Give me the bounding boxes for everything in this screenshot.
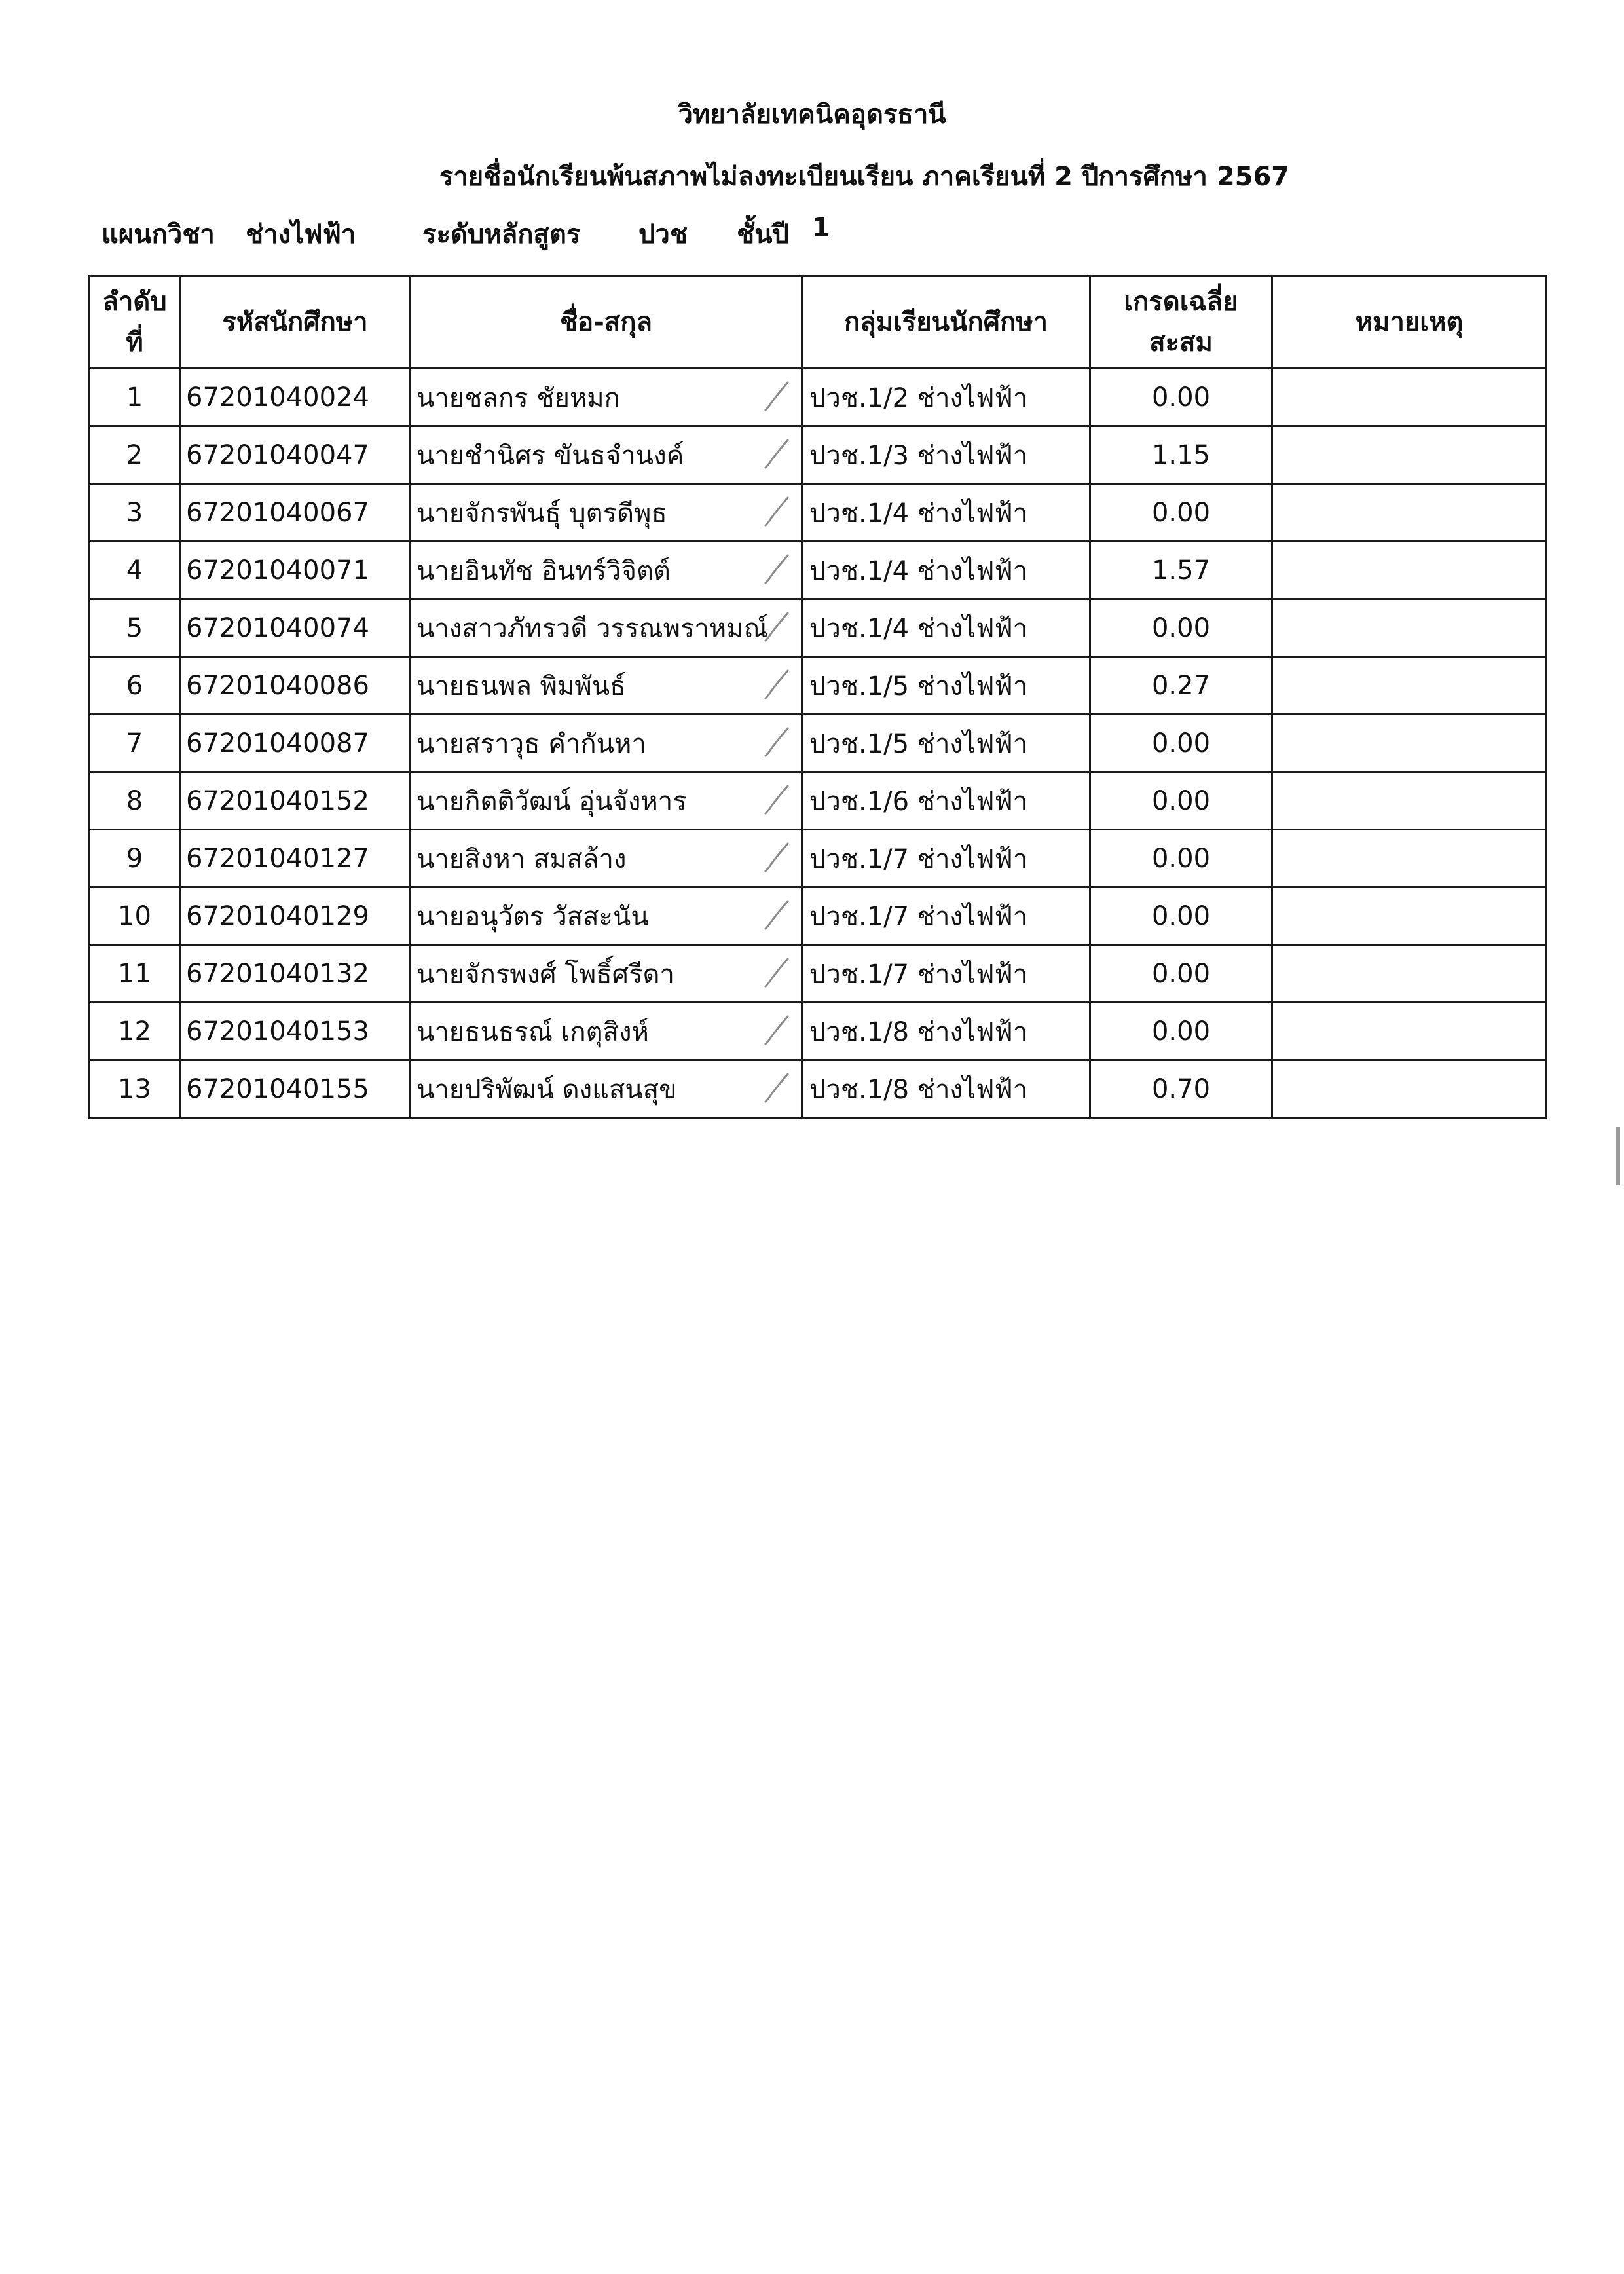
check-mark-icon — [760, 954, 792, 993]
student-name-text: นายชำนิศร ขันธจำนงค์ — [416, 440, 684, 471]
cell-group: ปวช.1/5 ช่างไฟฟ้า — [802, 657, 1090, 715]
student-name-text: นายอินทัช อินทร์วิจิตต์ — [416, 555, 671, 586]
cell-name — [411, 426, 802, 484]
student-name-text: นายสิงหา สมสล้าง — [416, 844, 627, 874]
table-row — [90, 715, 1547, 772]
check-mark-icon — [760, 550, 792, 589]
cell-student-id: 67201040132 — [180, 945, 411, 1003]
cell-student-id: 67201040074 — [180, 599, 411, 657]
cell-no: 12 — [90, 1003, 180, 1060]
header-no — [90, 276, 180, 369]
cell-no: 3 — [90, 484, 180, 542]
table-row — [90, 830, 1547, 887]
table-row — [90, 887, 1547, 945]
table-row — [90, 1003, 1547, 1060]
cell-name — [411, 542, 802, 599]
level-value: ปวช — [638, 219, 688, 250]
cell-group: ปวช.1/7 ช่างไฟฟ้า — [802, 887, 1090, 945]
student-name-text: นายกิตติวัฒน์ อุ่นจังหาร — [416, 786, 687, 817]
cell-remark — [1272, 945, 1547, 1003]
header-no-line2: ที่ — [126, 327, 143, 358]
cell-name — [411, 369, 802, 426]
cell-remark — [1272, 369, 1547, 426]
cell-student-id: 67201040129 — [180, 887, 411, 945]
header-student-id: รหัสนักศึกษา — [180, 276, 411, 369]
cell-name — [411, 657, 802, 715]
cell-gpa: 1.57 — [1090, 542, 1272, 599]
document-title: วิทยาลัยเทคนิคอุดรธานี — [678, 100, 946, 130]
table-row — [90, 542, 1547, 599]
cell-group: ปวช.1/2 ช่างไฟฟ้า — [802, 369, 1090, 426]
cell-remark — [1272, 830, 1547, 887]
header-group: กลุ่มเรียนนักศึกษา — [802, 276, 1090, 369]
check-mark-icon — [760, 435, 792, 474]
cell-gpa: 0.00 — [1090, 945, 1272, 1003]
cell-remark — [1272, 426, 1547, 484]
check-mark-icon — [760, 896, 792, 935]
table-row — [90, 772, 1547, 830]
check-mark-icon — [760, 1011, 792, 1051]
check-mark-icon — [760, 723, 792, 762]
cell-remark — [1272, 657, 1547, 715]
cell-gpa: 0.27 — [1090, 657, 1272, 715]
cell-no: 10 — [90, 887, 180, 945]
table-row — [90, 484, 1547, 542]
cell-group: ปวช.1/4 ช่างไฟฟ้า — [802, 484, 1090, 542]
check-mark-icon — [760, 665, 792, 705]
cell-group: ปวช.1/5 ช่างไฟฟ้า — [802, 715, 1090, 772]
check-mark-icon — [760, 377, 792, 417]
cell-gpa: 1.15 — [1090, 426, 1272, 484]
table-row — [90, 599, 1547, 657]
cell-name — [411, 945, 802, 1003]
check-mark-icon — [760, 838, 792, 878]
header-name: ชื่อ-สกุล — [411, 276, 802, 369]
cell-gpa: 0.00 — [1090, 484, 1272, 542]
cell-group: ปวช.1/8 ช่างไฟฟ้า — [802, 1003, 1090, 1060]
cell-group: ปวช.1/8 ช่างไฟฟ้า — [802, 1060, 1090, 1118]
cell-name — [411, 830, 802, 887]
cell-name — [411, 484, 802, 542]
student-name-text: นายชลกร ชัยหมก — [416, 382, 620, 413]
check-mark-icon — [760, 1069, 792, 1108]
cell-no: 4 — [90, 542, 180, 599]
cell-group: ปวช.1/7 ช่างไฟฟ้า — [802, 945, 1090, 1003]
student-name-text: นายสราวุธ คำกันหา — [416, 728, 646, 759]
cell-group: ปวช.1/4 ช่างไฟฟ้า — [802, 599, 1090, 657]
year-label: ชั้นปี — [737, 219, 789, 250]
cell-gpa: 0.00 — [1090, 1003, 1272, 1060]
cell-no: 7 — [90, 715, 180, 772]
scan-mark — [1616, 1146, 1620, 1185]
cell-gpa: 0.00 — [1090, 772, 1272, 830]
cell-student-id: 67201040155 — [180, 1060, 411, 1118]
level-label: ระดับหลักสูตร — [422, 219, 581, 250]
header-gpa-line1: เกรดเฉลี่ย — [1124, 287, 1238, 317]
cell-student-id: 67201040047 — [180, 426, 411, 484]
header-no-line1: ลำดับ — [102, 287, 167, 317]
cell-student-id: 67201040024 — [180, 369, 411, 426]
table-row — [90, 369, 1547, 426]
check-mark-icon — [760, 781, 792, 820]
cell-name — [411, 887, 802, 945]
cell-gpa: 0.00 — [1090, 369, 1272, 426]
header-remark: หมายเหตุ — [1272, 276, 1547, 369]
cell-name — [411, 1060, 802, 1118]
table-header-row — [90, 276, 1547, 369]
cell-remark — [1272, 772, 1547, 830]
table-row — [90, 426, 1547, 484]
cell-student-id: 67201040071 — [180, 542, 411, 599]
cell-remark — [1272, 599, 1547, 657]
cell-group: ปวช.1/6 ช่างไฟฟ้า — [802, 772, 1090, 830]
document-subtitle: รายชื่อนักเรียนพ้นสภาพไม่ลงทะเบียนเรียน ภาคเรียนที่ 2 ปีการศึกษา 2567 — [439, 162, 1290, 192]
cell-student-id: 67201040153 — [180, 1003, 411, 1060]
cell-student-id: 67201040086 — [180, 657, 411, 715]
cell-no: 13 — [90, 1060, 180, 1118]
cell-group: ปวช.1/3 ช่างไฟฟ้า — [802, 426, 1090, 484]
cell-gpa: 0.00 — [1090, 599, 1272, 657]
cell-student-id: 67201040152 — [180, 772, 411, 830]
cell-gpa: 0.00 — [1090, 715, 1272, 772]
student-name-text: นายธนธรณ์ เกตุสิงห์ — [416, 1016, 649, 1047]
check-mark-icon — [760, 608, 792, 647]
cell-remark — [1272, 542, 1547, 599]
cell-name — [411, 715, 802, 772]
cell-no: 5 — [90, 599, 180, 657]
student-name-text: นายจักรพันธุ์ บุตรดีพุธ — [416, 498, 667, 529]
cell-no: 9 — [90, 830, 180, 887]
department-label: แผนกวิชา — [101, 219, 215, 250]
cell-no: 8 — [90, 772, 180, 830]
cell-remark — [1272, 484, 1547, 542]
cell-no: 6 — [90, 657, 180, 715]
header-gpa — [1090, 276, 1272, 369]
cell-name — [411, 1003, 802, 1060]
check-mark-icon — [760, 493, 792, 532]
cell-no: 11 — [90, 945, 180, 1003]
cell-remark — [1272, 1003, 1547, 1060]
cell-no: 2 — [90, 426, 180, 484]
cell-gpa: 0.00 — [1090, 887, 1272, 945]
cell-group: ปวช.1/7 ช่างไฟฟ้า — [802, 830, 1090, 887]
cell-name — [411, 599, 802, 657]
student-table — [88, 275, 1547, 1119]
cell-student-id: 67201040087 — [180, 715, 411, 772]
table-row — [90, 1060, 1547, 1118]
cell-remark — [1272, 887, 1547, 945]
cell-no: 1 — [90, 369, 180, 426]
table-row — [90, 657, 1547, 715]
cell-group: ปวช.1/4 ช่างไฟฟ้า — [802, 542, 1090, 599]
cell-gpa: 0.70 — [1090, 1060, 1272, 1118]
header-gpa-line2: สะสม — [1149, 327, 1213, 358]
cell-name — [411, 772, 802, 830]
table-row — [90, 945, 1547, 1003]
student-name-text: นายปริพัฒน์ ดงแสนสุข — [416, 1074, 677, 1105]
student-name-text: นายธนพล พิมพันธ์ — [416, 671, 626, 701]
student-name-text: นายอนุวัตร วัสสะนัน — [416, 901, 649, 932]
cell-remark — [1272, 715, 1547, 772]
student-name-text: นายจักรพงศ์ โพธิ์ศรีดา — [416, 959, 674, 990]
year-value: 1 — [812, 213, 830, 243]
department-value: ช่างไฟฟ้า — [246, 219, 356, 250]
cell-student-id: 67201040067 — [180, 484, 411, 542]
table-body — [90, 369, 1547, 1118]
cell-remark — [1272, 1060, 1547, 1118]
cell-gpa: 0.00 — [1090, 830, 1272, 887]
student-name-text: นางสาวภัทรวดี วรรณพราหมณ์ — [416, 613, 768, 644]
cell-student-id: 67201040127 — [180, 830, 411, 887]
